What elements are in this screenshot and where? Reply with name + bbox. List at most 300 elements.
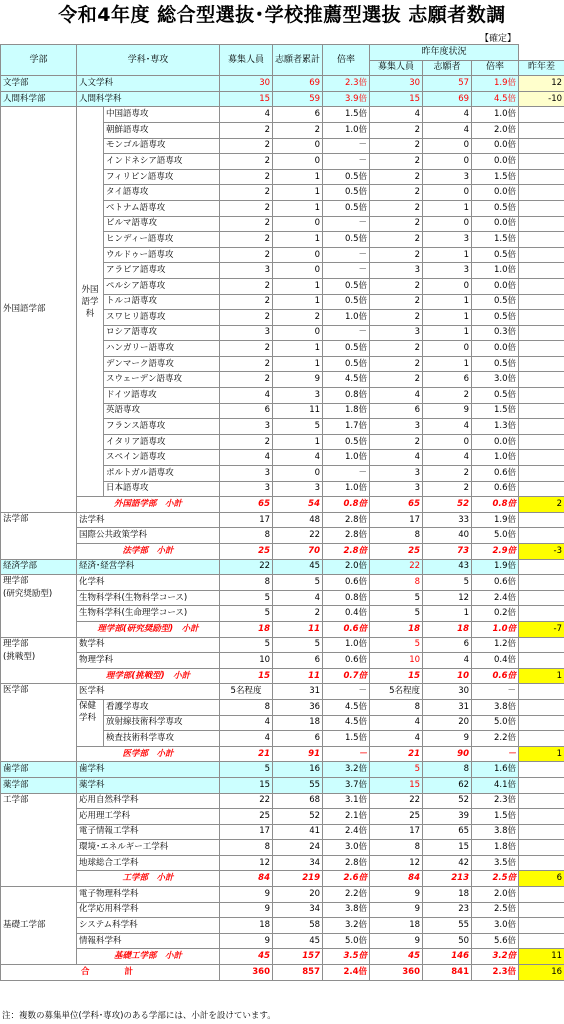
applicants-cell: 5	[273, 637, 323, 653]
ly-capacity-cell: 22	[370, 559, 423, 575]
ratio-cell: 0.8倍	[323, 497, 370, 513]
diff-cell	[519, 403, 564, 419]
applicants-cell: 1	[273, 200, 323, 216]
ly-ratio-cell: 1.9倍	[472, 559, 519, 575]
ratio-cell: －	[323, 138, 370, 154]
ly-capacity-cell: 2	[370, 200, 423, 216]
capacity-cell: 2	[220, 138, 273, 154]
capacity-cell: 21	[220, 746, 273, 762]
ratio-cell: 4.5倍	[323, 372, 370, 388]
ly-capacity-cell: 4	[370, 715, 423, 731]
ly-capacity-cell: 2	[370, 294, 423, 310]
applicants-cell: 11	[273, 621, 323, 637]
applicants-cell: 6	[273, 107, 323, 123]
capacity-cell: 5	[220, 762, 273, 778]
ly-capacity-cell: 3	[370, 263, 423, 279]
diff-cell	[519, 559, 564, 575]
faculty-name: 人間科学部	[3, 93, 46, 104]
dept-name: ペルシア語専攻	[104, 278, 220, 294]
faculty-cell	[1, 575, 77, 637]
faculty-cell	[1, 762, 77, 778]
ratio-cell: 0.5倍	[323, 185, 370, 201]
ly-applicants-cell: 57	[423, 76, 472, 92]
diff-cell	[519, 122, 564, 138]
diff-cell	[519, 434, 564, 450]
ly-ratio-cell: 1.8倍	[472, 840, 519, 856]
applicants-cell: 1	[273, 232, 323, 248]
capacity-cell: 9	[220, 902, 273, 918]
diff-cell	[519, 824, 564, 840]
ly-capacity-cell: 3	[370, 419, 423, 435]
table-body	[1, 76, 564, 980]
dept-name: 法学科	[77, 512, 220, 528]
capacity-cell: 3	[220, 419, 273, 435]
dept-name: スワヒリ語専攻	[104, 310, 220, 326]
ratio-cell: 0.8倍	[323, 388, 370, 404]
ly-ratio-cell: 3.5倍	[472, 855, 519, 871]
table-row	[1, 918, 564, 934]
applicants-cell: 91	[273, 746, 323, 762]
ly-capacity-cell: 2	[370, 232, 423, 248]
diff-cell	[519, 887, 564, 903]
subtotal-label: 法学部 小計	[77, 544, 220, 560]
ly-applicants-cell: 39	[423, 809, 472, 825]
ly-capacity-cell: 2	[370, 138, 423, 154]
ly-ratio-cell: 0.5倍	[472, 310, 519, 326]
subtotal-label: 理学部(研究奨励型) 小計	[77, 621, 220, 637]
capacity-cell: 17	[220, 824, 273, 840]
ly-capacity-cell: 4	[370, 450, 423, 466]
dept-name: タイ語専攻	[104, 185, 220, 201]
capacity-cell: 3	[220, 325, 273, 341]
subtotal-row	[1, 668, 564, 684]
applicants-cell: 157	[273, 949, 323, 965]
ly-ratio-cell: 4.5倍	[472, 91, 519, 107]
capacity-cell: 5	[220, 606, 273, 622]
ly-applicants-cell: 9	[423, 403, 472, 419]
applicants-cell: 5	[273, 575, 323, 591]
ly-ratio-cell: 5.0倍	[472, 715, 519, 731]
diff-cell	[519, 715, 564, 731]
applicants-cell: 857	[273, 965, 323, 981]
ly-capacity-cell: 65	[370, 497, 423, 513]
ly-capacity-cell: 3	[370, 325, 423, 341]
ly-applicants-cell: 52	[423, 497, 472, 513]
dept-name: 人文学科	[77, 76, 220, 92]
ly-ratio-cell: 0.0倍	[472, 185, 519, 201]
ly-applicants-cell: 1	[423, 200, 472, 216]
ratio-cell: 3.7倍	[323, 777, 370, 793]
capacity-cell: 9	[220, 887, 273, 903]
capacity-cell: 2	[220, 185, 273, 201]
diff-cell	[519, 216, 564, 232]
applicants-cell: 4	[273, 450, 323, 466]
ratio-cell: 0.5倍	[323, 341, 370, 357]
ratio-header: 倍率	[323, 45, 370, 76]
diff-cell	[519, 356, 564, 372]
applicants-cell: 2	[273, 606, 323, 622]
ly-applicants-header: 志願者	[423, 60, 472, 76]
table-row	[1, 606, 564, 622]
ly-ratio-cell: 0.5倍	[472, 388, 519, 404]
ratio-cell: 2.8倍	[323, 855, 370, 871]
applicants-cell: 31	[273, 684, 323, 700]
ly-applicants-cell: 9	[423, 731, 472, 747]
applicants-cell: 3	[273, 388, 323, 404]
ly-applicants-cell: 1	[423, 294, 472, 310]
ly-capacity-cell: 4	[370, 731, 423, 747]
ly-applicants-cell: 55	[423, 918, 472, 934]
ly-capacity-cell: 2	[370, 278, 423, 294]
dept-name: ベトナム語専攻	[104, 200, 220, 216]
ly-ratio-cell: 3.0倍	[472, 372, 519, 388]
ratio-cell: 0.5倍	[323, 232, 370, 248]
ratio-cell: －	[323, 216, 370, 232]
table-row	[1, 855, 564, 871]
table-row	[1, 902, 564, 918]
capacity-cell: 84	[220, 871, 273, 887]
ratio-cell: 0.5倍	[323, 434, 370, 450]
capacity-cell: 22	[220, 559, 273, 575]
ratio-cell: 2.3倍	[323, 76, 370, 92]
diff-cell	[519, 637, 564, 653]
ly-capacity-cell: 25	[370, 809, 423, 825]
ly-applicants-cell: 0	[423, 154, 472, 170]
applicants-cell: 24	[273, 840, 323, 856]
ly-capacity-cell: 2	[370, 434, 423, 450]
ly-applicants-cell: 2	[423, 466, 472, 482]
dept-name: フランス語専攻	[104, 419, 220, 435]
ly-capacity-cell: 2	[370, 341, 423, 357]
dept-name: 生物科学科(生物科学コース)	[77, 590, 220, 606]
capacity-cell: 17	[220, 512, 273, 528]
header-gap	[519, 45, 564, 61]
ly-capacity-cell: 5	[370, 590, 423, 606]
ly-capacity-cell: 30	[370, 76, 423, 92]
ly-applicants-cell: 69	[423, 91, 472, 107]
ratio-cell: 3.9倍	[323, 91, 370, 107]
dept-name: ポルトガル語専攻	[104, 466, 220, 482]
ly-capacity-cell: 5	[370, 637, 423, 653]
status-label: 【確定】	[479, 34, 516, 44]
capacity-cell: 2	[220, 154, 273, 170]
capacity-cell: 3	[220, 263, 273, 279]
ly-applicants-cell: 10	[423, 668, 472, 684]
subtotal-row	[1, 544, 564, 560]
ratio-cell: 2.0倍	[323, 559, 370, 575]
ly-ratio-cell: 2.0倍	[472, 122, 519, 138]
faculty-name: 理学部	[3, 576, 29, 587]
diff-cell	[519, 200, 564, 216]
ratio-cell: 0.6倍	[323, 575, 370, 591]
ly-ratio-cell: 0.5倍	[472, 356, 519, 372]
total-row	[1, 965, 564, 981]
table-row	[1, 793, 564, 809]
ratio-cell: 3.5倍	[323, 949, 370, 965]
ly-applicants-cell: 20	[423, 715, 472, 731]
capacity-cell: 4	[220, 450, 273, 466]
ly-capacity-cell: 2	[370, 356, 423, 372]
ly-ratio-cell: 1.5倍	[472, 169, 519, 185]
dept-name: 電子情報工学科	[77, 824, 220, 840]
table-row	[1, 76, 564, 92]
ly-applicants-cell: 18	[423, 887, 472, 903]
capacity-cell: 4	[220, 388, 273, 404]
ly-applicants-cell: 0	[423, 341, 472, 357]
faculty-name: 医学部	[3, 685, 29, 696]
applicants-cell: 54	[273, 497, 323, 513]
ratio-cell: 1.0倍	[323, 310, 370, 326]
ratio-cell: 0.6倍	[323, 621, 370, 637]
sub-dept-cell: 保健学科	[77, 699, 104, 746]
ratio-cell: 4.5倍	[323, 715, 370, 731]
ly-capacity-cell: 2	[370, 169, 423, 185]
faculty-cell	[1, 91, 77, 107]
ratio-cell: 2.6倍	[323, 871, 370, 887]
diff-cell	[519, 419, 564, 435]
ratio-cell: 0.5倍	[323, 278, 370, 294]
capacity-cell: 25	[220, 809, 273, 825]
ly-ratio-cell: 0.6倍	[472, 481, 519, 497]
diff-cell	[519, 840, 564, 856]
capacity-cell: 5	[220, 637, 273, 653]
ly-capacity-cell: 2	[370, 372, 423, 388]
ly-applicants-cell: 15	[423, 840, 472, 856]
diff-cell	[519, 512, 564, 528]
ly-applicants-cell: 0	[423, 138, 472, 154]
last-year-header: 昨年度状況	[370, 45, 519, 61]
ly-capacity-cell: 3	[370, 481, 423, 497]
dept-name: スウェーデン語専攻	[104, 372, 220, 388]
capacity-cell: 10	[220, 653, 273, 669]
ratio-cell: －	[323, 263, 370, 279]
ratio-cell: 3.1倍	[323, 793, 370, 809]
table-row	[1, 91, 564, 107]
dept-name: アラビア語専攻	[104, 263, 220, 279]
ratio-cell: 0.6倍	[323, 653, 370, 669]
ratio-cell: 0.8倍	[323, 590, 370, 606]
ly-ratio-cell: 0.0倍	[472, 216, 519, 232]
diff-cell: 11	[519, 949, 564, 965]
ly-applicants-cell: 3	[423, 232, 472, 248]
ly-ratio-header: 倍率	[472, 60, 519, 76]
ratio-cell: 5.0倍	[323, 933, 370, 949]
ly-applicants-cell: 213	[423, 871, 472, 887]
applicants-cell: 45	[273, 933, 323, 949]
applicants-cell: 1	[273, 278, 323, 294]
ratio-cell: 4.5倍	[323, 699, 370, 715]
diff-cell	[519, 450, 564, 466]
applicants-cell: 2	[273, 310, 323, 326]
applicants-cell: 68	[273, 793, 323, 809]
dept-name: 電子物理科学科	[77, 887, 220, 903]
ly-applicants-cell: 1	[423, 247, 472, 263]
capacity-cell: 8	[220, 528, 273, 544]
ly-ratio-cell: 1.5倍	[472, 403, 519, 419]
dept-name: 日本語専攻	[104, 481, 220, 497]
ratio-cell: 1.0倍	[323, 450, 370, 466]
ly-ratio-cell: 1.0倍	[472, 621, 519, 637]
ratio-cell: 0.5倍	[323, 356, 370, 372]
ratio-cell: 2.8倍	[323, 528, 370, 544]
dept-header: 学科･専攻	[77, 45, 220, 76]
applicants-cell: 0	[273, 247, 323, 263]
table-row	[1, 684, 564, 700]
sub-dept-cell: 外国語学科	[77, 107, 104, 497]
diff-cell: 6	[519, 871, 564, 887]
ly-capacity-cell: 5	[370, 606, 423, 622]
ly-applicants-cell: 73	[423, 544, 472, 560]
capacity-cell: 4	[220, 107, 273, 123]
applicants-cell: 70	[273, 544, 323, 560]
table-row	[1, 699, 564, 715]
ly-ratio-cell: 0.8倍	[472, 497, 519, 513]
applicants-cell: 0	[273, 154, 323, 170]
applicants-cell: 6	[273, 653, 323, 669]
diff-cell	[519, 855, 564, 871]
ly-ratio-cell: 0.0倍	[472, 434, 519, 450]
ly-capacity-cell: 84	[370, 871, 423, 887]
ly-applicants-cell: 90	[423, 746, 472, 762]
table-row	[1, 762, 564, 778]
diff-cell: 12	[519, 76, 564, 92]
capacity-cell: 5	[220, 590, 273, 606]
applicants-cell: 9	[273, 372, 323, 388]
dept-name: フィリピン語専攻	[104, 169, 220, 185]
dept-name: 医学科	[77, 684, 220, 700]
faculty-cell	[1, 793, 77, 887]
ly-applicants-cell: 0	[423, 434, 472, 450]
applicants-cell: 0	[273, 325, 323, 341]
applicants-cell: 4	[273, 590, 323, 606]
capacity-cell: 30	[220, 76, 273, 92]
ly-ratio-cell: 0.0倍	[472, 341, 519, 357]
diff-cell	[519, 684, 564, 700]
applicants-cell: 1	[273, 341, 323, 357]
dept-name: ヒンディー語専攻	[104, 232, 220, 248]
applicants-header: 志願者累計	[273, 45, 323, 76]
dept-name: 応用自然科学科	[77, 793, 220, 809]
footnote: 注：複数の募集単位(学科･専攻)のある学部には、小計を設けています。	[2, 1011, 276, 1021]
ly-ratio-cell: 0.5倍	[472, 247, 519, 263]
diff-cell	[519, 388, 564, 404]
ly-ratio-cell: 0.0倍	[472, 138, 519, 154]
applicants-cell: 0	[273, 466, 323, 482]
ly-applicants-cell: 43	[423, 559, 472, 575]
faculty-name: 法学部	[3, 513, 29, 524]
applicants-cell: 219	[273, 871, 323, 887]
capacity-cell: 2	[220, 341, 273, 357]
faculty-name: 経済学部	[3, 561, 38, 572]
diff-cell	[519, 169, 564, 185]
ly-applicants-cell: 50	[423, 933, 472, 949]
table-row	[1, 809, 564, 825]
capacity-cell: 2	[220, 372, 273, 388]
ly-capacity-cell: 2	[370, 247, 423, 263]
faculty-cell	[1, 107, 77, 512]
ratio-cell: －	[323, 247, 370, 263]
capacity-cell: 18	[220, 621, 273, 637]
ratio-cell: 0.4倍	[323, 606, 370, 622]
ratio-cell: －	[323, 684, 370, 700]
table-row	[1, 107, 564, 123]
ly-capacity-cell: 4	[370, 388, 423, 404]
ly-applicants-cell: 1	[423, 356, 472, 372]
ly-capacity-cell: 10	[370, 653, 423, 669]
faculty-cell	[1, 887, 77, 965]
faculty-name: 薬学部	[3, 779, 29, 790]
ly-applicants-cell: 33	[423, 512, 472, 528]
dept-name: ビルマ語専攻	[104, 216, 220, 232]
dept-name: ドイツ語専攻	[104, 388, 220, 404]
applicants-cell: 18	[273, 715, 323, 731]
diff-cell: 1	[519, 746, 564, 762]
applicants-cell: 36	[273, 699, 323, 715]
dept-name: 化学科	[77, 575, 220, 591]
subtotal-row	[1, 621, 564, 637]
applicants-cell: 0	[273, 138, 323, 154]
diff-cell	[519, 310, 564, 326]
ly-applicants-cell: 62	[423, 777, 472, 793]
ly-ratio-cell: 2.2倍	[472, 731, 519, 747]
ly-applicants-cell: 1	[423, 310, 472, 326]
diff-cell: -10	[519, 91, 564, 107]
ly-capacity-cell: 3	[370, 466, 423, 482]
ly-applicants-cell: 40	[423, 528, 472, 544]
ratio-cell: 1.7倍	[323, 419, 370, 435]
applicants-cell: 6	[273, 731, 323, 747]
ly-ratio-cell: 2.3倍	[472, 793, 519, 809]
applicants-cell: 58	[273, 918, 323, 934]
ratio-cell: 2.4倍	[323, 965, 370, 981]
faculty-name: 基礎工学部	[3, 920, 46, 931]
subtotal-label: 基礎工学部 小計	[77, 949, 220, 965]
ratio-cell: －	[323, 154, 370, 170]
subtotal-label: 医学部 小計	[77, 746, 220, 762]
faculty-cell	[1, 559, 77, 575]
subtotal-row	[1, 949, 564, 965]
ly-applicants-cell: 4	[423, 653, 472, 669]
ly-ratio-cell: 1.9倍	[472, 76, 519, 92]
ratio-cell: 1.0倍	[323, 122, 370, 138]
diff-cell	[519, 278, 564, 294]
dept-name: 地球総合工学科	[77, 855, 220, 871]
ly-ratio-cell: 0.3倍	[472, 325, 519, 341]
capacity-cell: 2	[220, 434, 273, 450]
ly-applicants-cell: 4	[423, 107, 472, 123]
ly-ratio-cell: 0.2倍	[472, 606, 519, 622]
dept-name: 人間科学科	[77, 91, 220, 107]
table-row	[1, 653, 564, 669]
ly-capacity-cell: 15	[370, 777, 423, 793]
ly-capacity-cell: 8	[370, 699, 423, 715]
table-row	[1, 528, 564, 544]
ly-applicants-cell: 30	[423, 684, 472, 700]
ly-ratio-cell: 0.4倍	[472, 653, 519, 669]
ly-applicants-cell: 42	[423, 855, 472, 871]
capacity-cell: 4	[220, 731, 273, 747]
table-row	[1, 590, 564, 606]
applicants-cell: 0	[273, 216, 323, 232]
dept-name: 情報科学科	[77, 933, 220, 949]
page-title: 令和4年度 総合型選抜･学校推薦型選抜 志願者数調	[58, 4, 506, 26]
ratio-cell: 2.2倍	[323, 887, 370, 903]
dept-name: 応用理工学科	[77, 809, 220, 825]
dept-name: ウルドゥー語専攻	[104, 247, 220, 263]
applicants-cell: 20	[273, 887, 323, 903]
faculty-cell	[1, 684, 77, 762]
capacity-cell: 45	[220, 949, 273, 965]
